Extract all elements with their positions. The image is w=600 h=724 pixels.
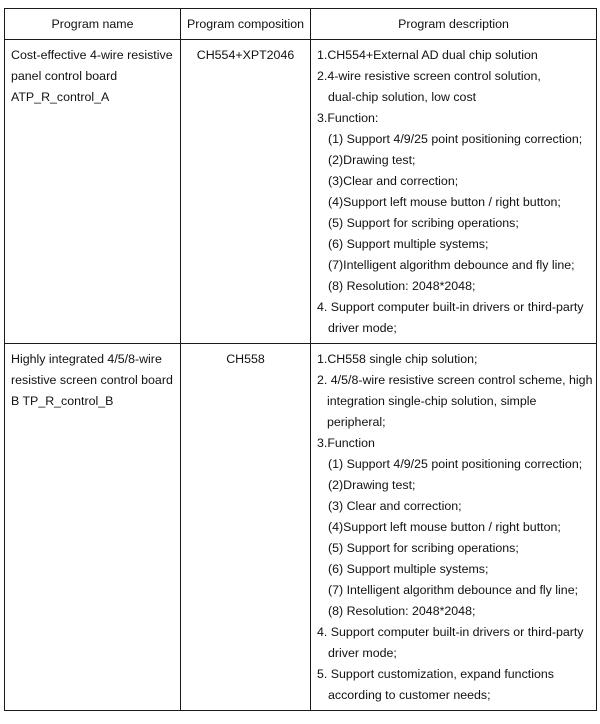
- description-line: (4)Support left mouse button / right button;: [328, 520, 561, 534]
- description-line: (3)Clear and correction;: [328, 174, 459, 188]
- description-line: (2)Drawing test;: [328, 153, 416, 167]
- program-name-line: panel control board: [11, 69, 118, 83]
- program-name-line: Highly integrated 4/5/8-wire: [11, 352, 162, 366]
- program-description-cell: [311, 344, 597, 711]
- description-line: (7)Intelligent algorithm debounce and fly line;: [328, 258, 575, 272]
- header-program-composition: Program composition: [181, 9, 311, 40]
- description-line: dual-chip solution, low cost: [328, 90, 477, 104]
- header-program-name: Program name: [5, 9, 181, 40]
- table-row: [5, 344, 597, 711]
- program-name-cell: [5, 40, 181, 344]
- description-line: 1.CH554+External AD dual chip solution: [317, 48, 538, 62]
- program-composition-text: CH554+XPT2046: [196, 48, 295, 62]
- description-line: (2)Drawing test;: [328, 478, 416, 492]
- header-program-description: Program description: [311, 9, 597, 40]
- table-row: [5, 40, 597, 344]
- program-composition-text: CH558: [226, 352, 265, 366]
- description-line: (8) Resolution: 2048*2048;: [328, 604, 476, 618]
- description-line: 4. Support computer built-in drivers or third-party: [317, 625, 584, 639]
- description-line: 2. 4/5/8-wire resistive screen control scheme, high: [317, 373, 593, 387]
- description-line: (4)Support left mouse button / right button;: [328, 195, 561, 209]
- description-line: 2.4-wire resistive screen control solution,: [317, 69, 541, 83]
- description-line: (5) Support for scribing operations;: [328, 541, 519, 555]
- description-line: driver mode;: [328, 646, 397, 660]
- program-name-line: Cost-effective 4-wire resistive: [11, 48, 173, 62]
- description-line: (6) Support multiple systems;: [328, 237, 489, 251]
- description-line: according to customer needs;: [328, 688, 491, 702]
- description-line: driver mode;: [328, 321, 397, 335]
- description-line: peripheral;: [327, 415, 386, 429]
- description-line: 3.Function: [317, 436, 375, 450]
- program-table: [4, 8, 597, 711]
- description-line: (1) Support 4/9/25 point positioning correction;: [328, 132, 583, 146]
- description-line: (8) Resolution: 2048*2048;: [328, 279, 476, 293]
- program-name-cell: [5, 344, 181, 711]
- description-line: (5) Support for scribing operations;: [328, 216, 519, 230]
- description-line: 1.CH558 single chip solution;: [317, 352, 478, 366]
- description-line: (6) Support multiple systems;: [328, 562, 489, 576]
- description-line: 3.Function:: [317, 111, 379, 125]
- description-line: (1) Support 4/9/25 point positioning correction;: [328, 457, 583, 471]
- program-name-line: resistive screen control board: [11, 373, 173, 387]
- description-line: integration single-chip solution, simple: [327, 394, 537, 408]
- program-name-line: ATP_R_control_A: [11, 90, 110, 104]
- description-line: 5. Support customization, expand functions: [317, 667, 554, 681]
- program-name-line: B TP_R_control_B: [11, 394, 114, 408]
- description-line: 4. Support computer built-in drivers or third-party: [317, 300, 584, 314]
- description-line: (7) Intelligent algorithm debounce and fly line;: [328, 583, 579, 597]
- header-row: [5, 9, 597, 40]
- program-composition-cell: [181, 344, 311, 711]
- description-line: (3) Clear and correction;: [328, 499, 462, 513]
- program-composition-cell: [181, 40, 311, 344]
- program-description-cell: [311, 40, 597, 344]
